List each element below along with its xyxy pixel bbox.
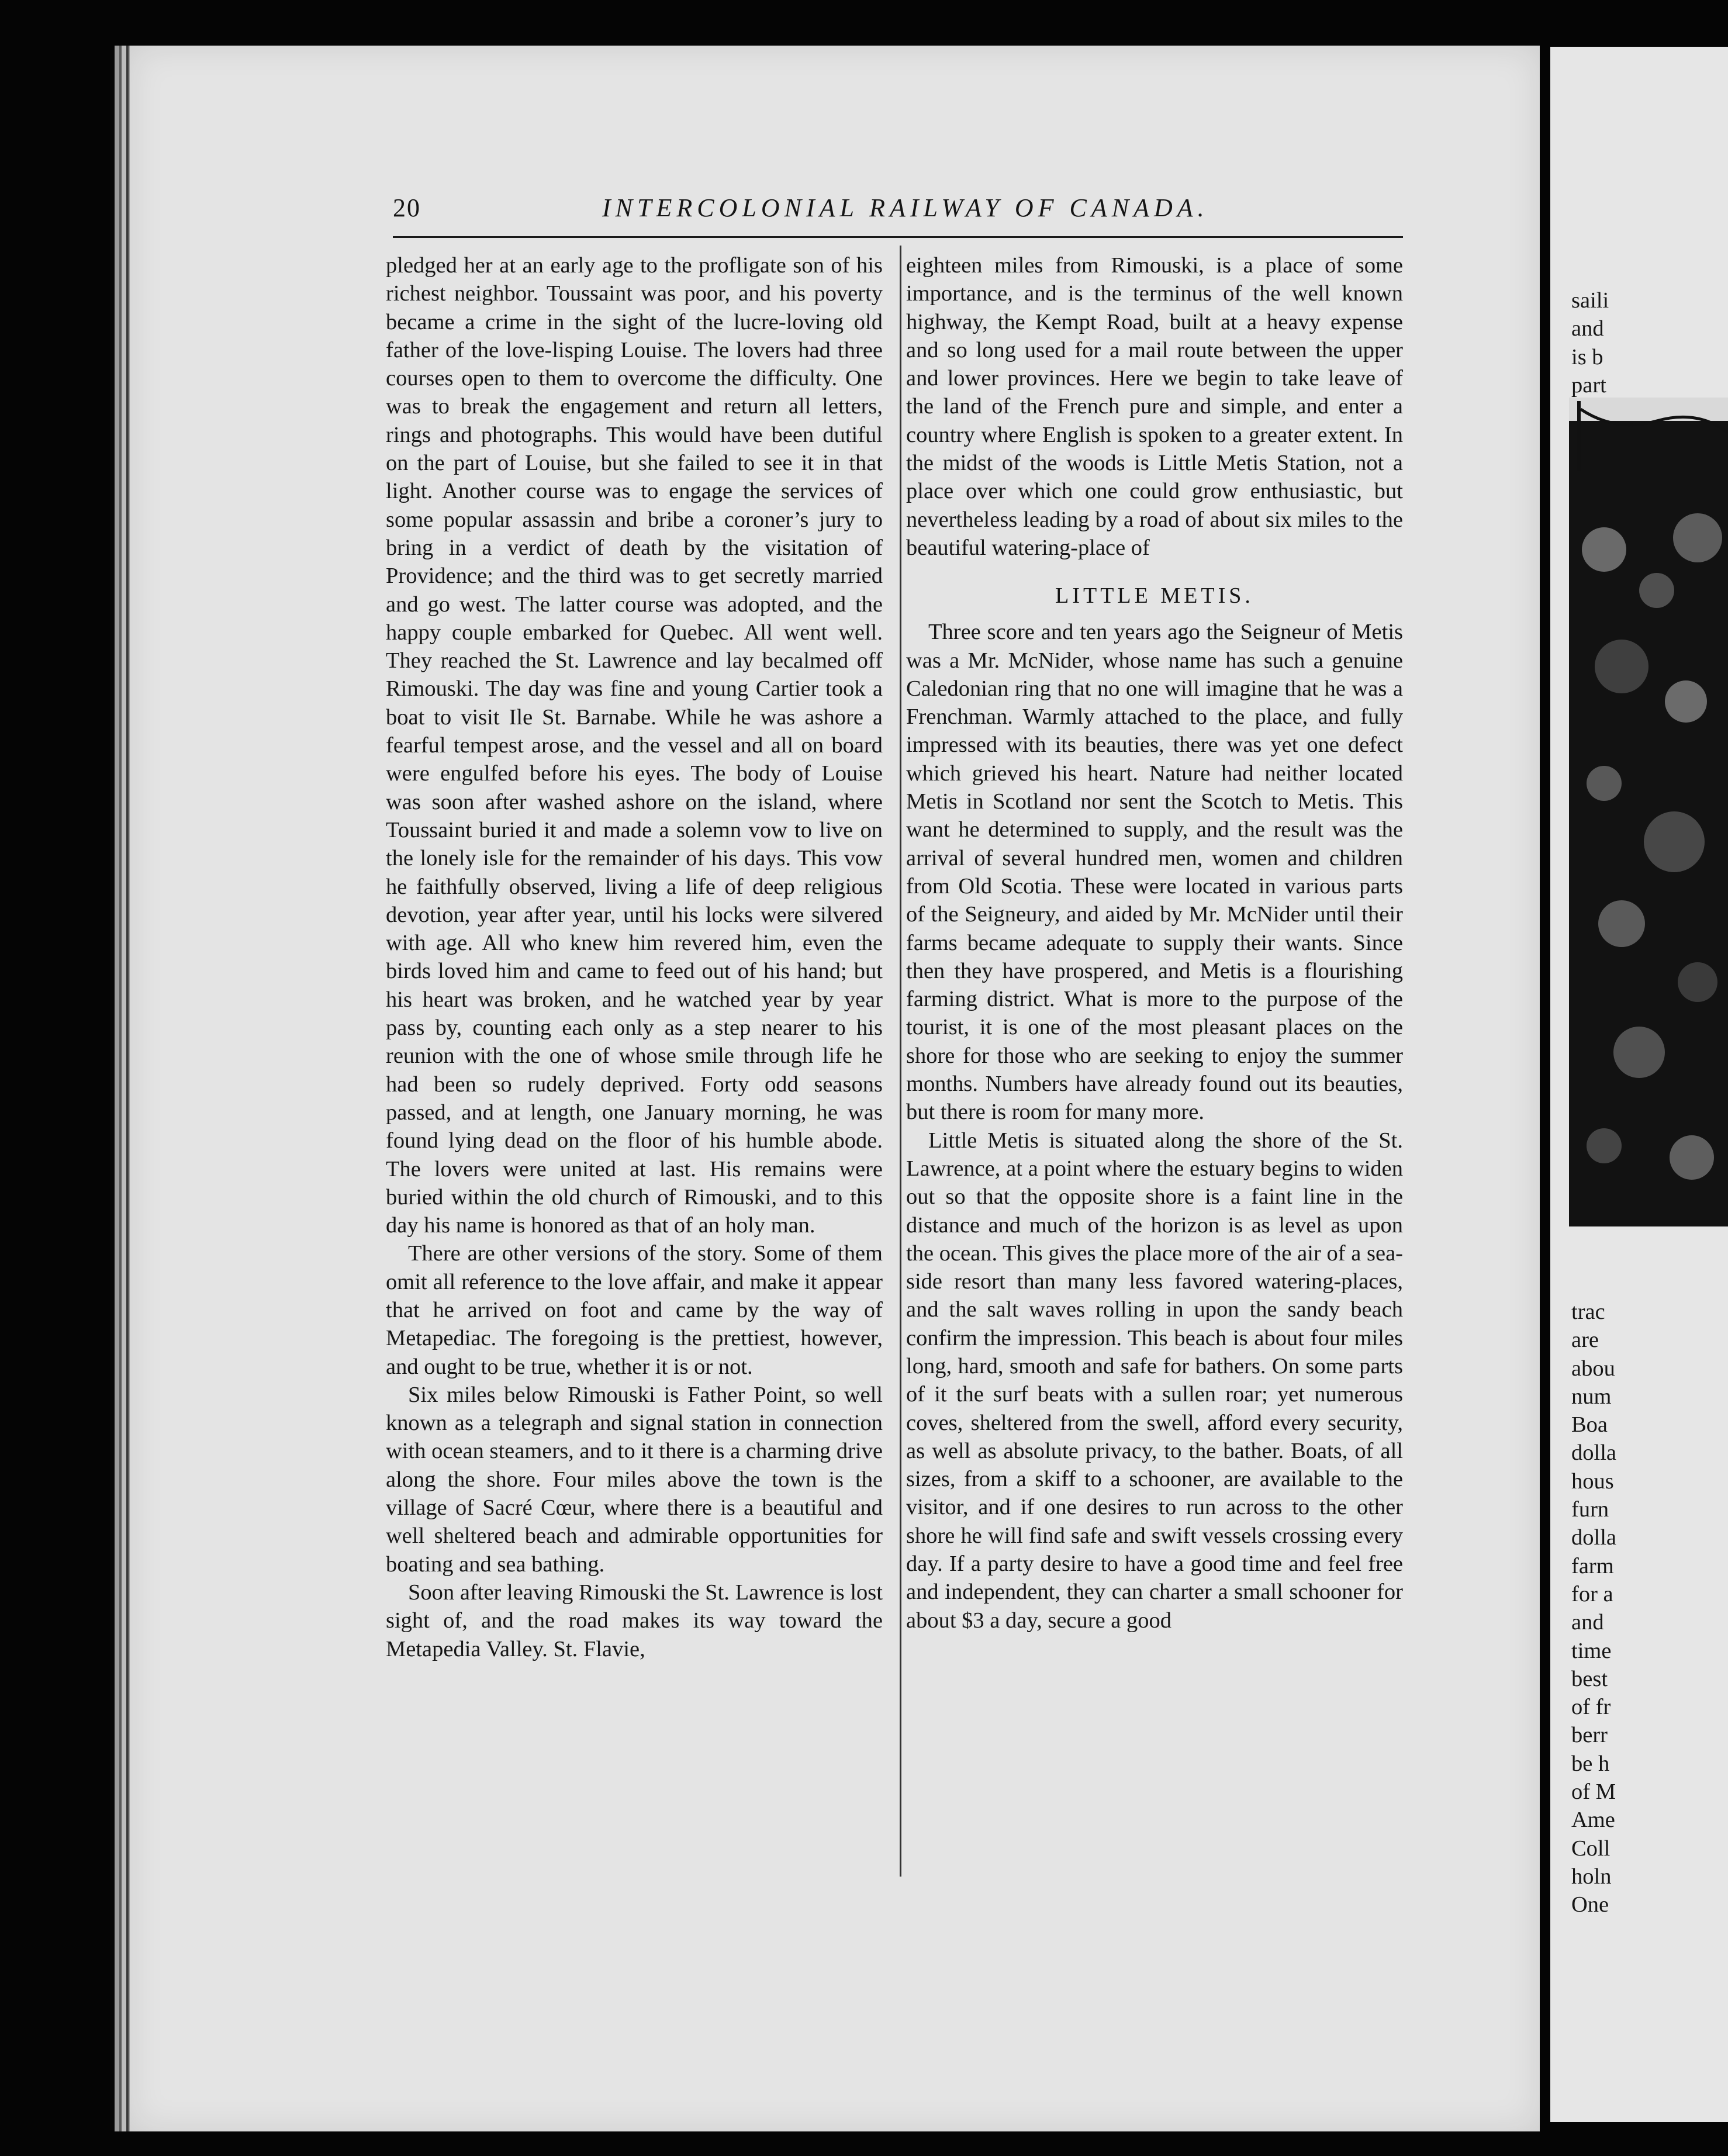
facing-page-text-top: saili and is b part: [1571, 288, 1609, 398]
running-title: INTERCOLONIAL RAILWAY OF CANADA.: [602, 194, 1209, 222]
right-column: [906, 251, 1403, 1635]
paragraph: Little Metis is situated along the shore of the St. Lawrence, at a point where the estuary begins to widen out so that the opposite shore is a faint line in the distance and much of the horizon is as level as upon the ocean. This gives the place more of the air of a sea-side resort than many less favored watering-places, and the salt waves rolling in upon the sandy beach confirm the impression. This beach is about four miles long, hard, smooth and safe for bathers. On some parts of it the surf beats with a sullen roar; yet numerous coves, sheltered from the swell, afford every security, as well as absolute privacy, to the bather. Boats, of all sizes, from a skiff to a schooner, are available to the visitor, and if one desires to run across to the other shore he will find safe and swift vessels crossing every day. If a party desire to have a good time and feel free and independent, they can charter a small schooner for about $3 a day, secure a good: [906, 1128, 1403, 1633]
left-column: [386, 251, 883, 1663]
facing-page: [1550, 47, 1728, 2122]
page-number: 20: [393, 194, 421, 222]
section-heading: LITTLE METIS.: [1055, 583, 1254, 609]
paragraph: Soon after leaving Rimouski the St. Lawrence is lost sight of, and the road makes its way toward the Metapedia Valley. St. Flavie,: [386, 1580, 883, 1661]
column-divider: [900, 246, 901, 1877]
paragraph: Six miles below Rimouski is Father Point, so well known as a telegraph and signal station in connection with ocean steamers, and to it there is a charming drive along the shore. Four miles above the town is the village of Sacré Cœur, where there is a beautiful and well sheltered beach and admirable opportunities for boating and sea bathing.: [386, 1382, 883, 1577]
paragraph: Three score and ten years ago the Seigneur of Metis was a Mr. McNider, whose name has such a genuine Caledonian ring that no one will imagine that he was a Frenchman. Warmly attached to the place, and fully impressed with its beauties, there was yet one defect which grieved his heart. Nature had neither located Metis in Scotland nor sent the Scotch to Metis. This want he determined to supply, and the result was the arrival of several hundred men, women and children from Old Scotia. These were located in various parts of the Seigneury, and aided by Mr. McNider until their farms became adequate to supply their wants. Since then they have prospered, and Metis is a flourishing farming district. What is more to the purpose of the tourist, it is one of the most pleasant places on the shore for those who are seeking to enjoy the summer months. Numbers have already found out its beauties, but there is room for many more.: [906, 620, 1403, 1125]
paragraph: There are other versions of the story. Some of them omit all reference to the love affair, and make it appear that he arrived on foot and came by the way of Metapediac. The foregoing is the prettiest, however, and ought to be true, whether it is or not.: [386, 1241, 883, 1379]
engraving-illustration: [1569, 398, 1728, 1226]
facing-page-text-bottom: trac are abou num Boa dolla hous furn dolla farm for a and time best of fr berr be h of M Ame Coll holn One: [1571, 1300, 1616, 1917]
paragraph: pledged her at an early age to the profligate son of his richest neighbor. Toussaint was poor, and his poverty became a crime in the sight of the lucre-loving old father of the love-lisping Louise. The lovers had three courses open to them to overcome the difficulty. One was to break the engagement and return all letters, rings and photographs. This would have been dutiful on the part of Louise, but she failed to see it in that light. Another course was to engage the services of some popular assassin and bribe a coroner’s jury to bring in a verdict of death by the visitation of Providence; and the third was to get secretly married and go west. The latter course was adopted, and the happy couple embarked for Quebec. All went well. They reached the St. Lawrence and lay becalmed off Rimouski. The day was fine and young Cartier took a boat to visit Ile St. Barnabe. While he was ashore a fearful tempest arose, and the vessel and all on board were engulfed before his eyes. The body of Louise was soon after washed ashore on the island, where Toussaint buried it and made a solemn vow to live on the lonely isle for the remainder of his days. This vow he faithfully observed, living a life of deep religious devotion, year after year, until his locks were silvered with age. All who knew him revered him, even the birds loved him and came to feed out of his hand; but his heart was broken, and he watched year by year pass by, counting each only as a step nearer to his reunion with the one of whose smile through life he had been so rudely deprived. Forty odd seasons passed, and at length, one January morning, he was found lying dead on the floor of his humble abode. The lovers were united at last. His remains were buried within the old church of Rimouski, and to this day his name is honored as that of an holy man.: [386, 253, 883, 1238]
running-head: [393, 193, 1403, 234]
paragraph: eighteen miles from Rimouski, is a place of some importance, and is the terminus of the well known highway, the Kempt Road, built at a heavy expense and so long used for a mail route between the upper and lower provinces. Here we begin to take leave of the land of the French pure and simple, and enter a country where English is spoken to a greater extent. In the midst of the woods is Little Metis Station, not a place over which one could grow enthusiastic, but nevertheless leading by a road of about six miles to the beautiful watering-place of: [906, 253, 1403, 560]
header-rule: [393, 236, 1403, 238]
